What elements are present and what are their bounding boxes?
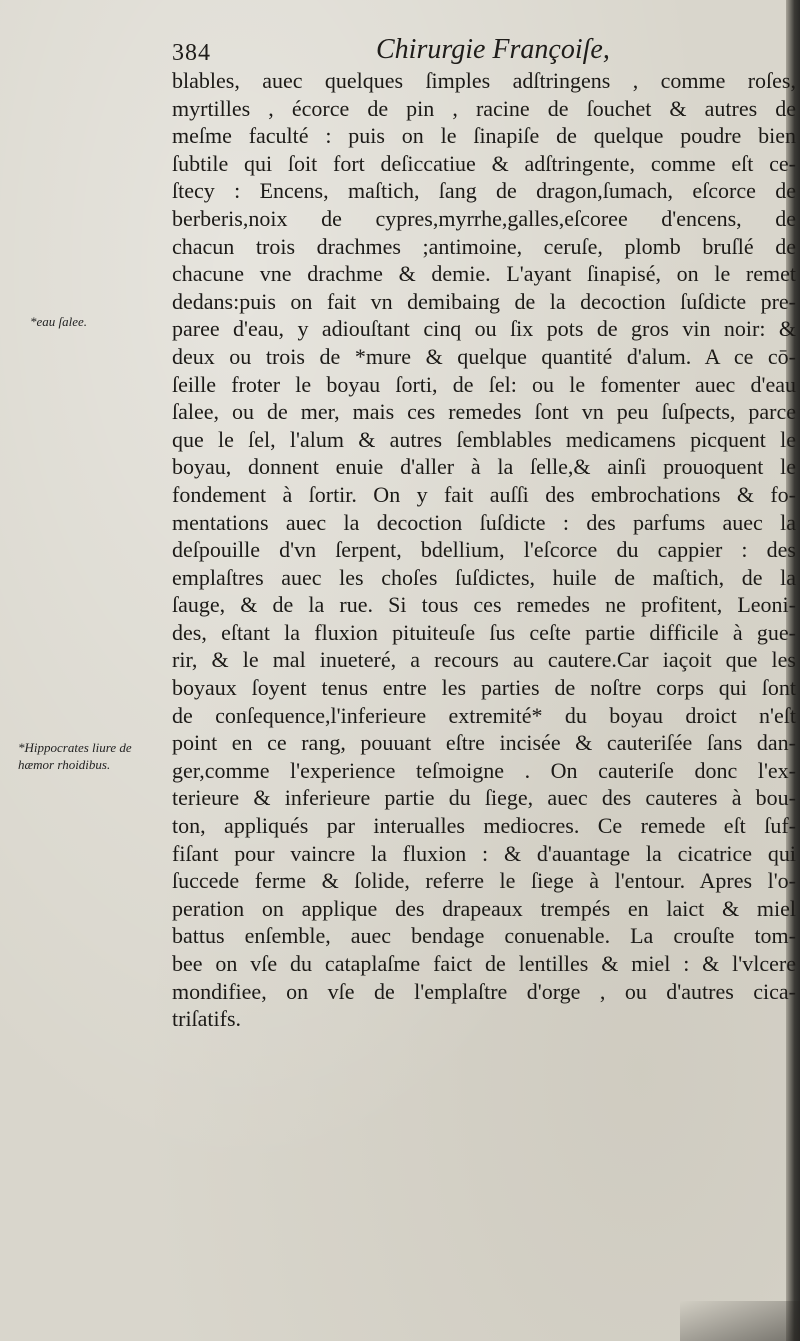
margin-note-hippocrates: *Hippocrates liure de hæmor rhoidibus.: [18, 740, 132, 772]
text-line: mentations auec la decoction ſuſdicte : des parfums auec la: [172, 509, 796, 535]
text-line: ſalee, ou de mer, mais ces remedes ſont vn peu ſuſpects, parce: [172, 399, 796, 425]
text-line: ſubtile qui ſoit fort deſiccatiue & adſtringente, comme eſt ce-: [172, 150, 796, 176]
text-line: peration on applique des drapeaux trempés en laict & miel: [172, 895, 796, 921]
page-number: 384: [172, 40, 211, 66]
page-corner-shadow: [680, 1301, 800, 1341]
text-line: ger,comme l'experience teſmoigne . On cauteriſe donc l'ex-: [172, 757, 796, 783]
text-line: dedans:puis on fait vn demibaing de la decoction ſuſdicte pre-: [172, 288, 796, 314]
text-line: triſatifs.: [172, 1006, 242, 1032]
text-line: des, eſtant la fluxion pituiteuſe ſus ceſte partie difficile à gue-: [172, 619, 796, 645]
text-line: chacun trois drachmes ;antimoine, ceruſe, plomb bruſlé de: [172, 233, 796, 259]
text-line: mondifiee, on vſe de l'emplaſtre d'orge , ou d'autres cica-: [172, 978, 796, 1004]
text-line: que le ſel, l'alum & autres ſemblables medicamens picquent le: [172, 426, 796, 452]
text-line: paree d'eau, y adiouſtant cinq ou ſix pots de gros vin noir: &: [172, 316, 796, 342]
text-line: point en ce rang, pouuant eſtre incisée & cauteriſée ſans dan-: [172, 730, 796, 756]
text-line: boyaux ſoyent tenus entre les parties de noſtre corps qui ſont: [172, 675, 796, 701]
text-line: fiſant pour vaincre la fluxion : & d'auantage la cicatrice qui: [172, 840, 796, 866]
text-line: ſtecy : Encens, maſtich, ſang de dragon,ſumach, eſcorce de: [172, 178, 796, 204]
text-line: terieure & inferieure partie du ſiege, auec des cauteres à bou-: [172, 785, 796, 811]
text-line: emplaſtres auec les choſes ſuſdictes, huile de maſtich, de la: [172, 564, 796, 590]
text-line: meſme faculté : puis on le ſinapiſe de quelque poudre bien: [172, 123, 796, 149]
text-line: deux ou trois de *mure & quelque quantité d'alum. A ce cō-: [172, 343, 796, 369]
text-line: deſpouille d'vn ſerpent, bdellium, l'eſcorce du cappier : des: [172, 537, 796, 563]
running-title: Chirurgie Françoiſe,: [376, 34, 610, 65]
text-line: ſeille froter le boyau ſorti, de ſel: ou le fomenter auec d'eau: [172, 371, 796, 397]
text-line: bee on vſe du cataplaſme faict de lentilles & miel : & l'vlcere: [172, 951, 796, 976]
text-line: de conſequence,l'inferieure extremité* du boyau droict n'eſt: [172, 702, 796, 728]
text-line: fondement à ſortir. On y fait auſſi des embrochations & fo-: [172, 481, 796, 507]
text-line: blables, auec quelques ſimples adſtringens , comme roſes,: [172, 68, 796, 93]
text-line: battus enſemble, auec bendage conuenable. La crouſte tom-: [172, 923, 796, 949]
body-text: [172, 67, 796, 1033]
text-line: ſauge, & de la rue. Si tous ces remedes ne profitent, Leoni-: [172, 592, 796, 618]
text-line: rir, & le mal inueteré, a recours au cautere.Car iaçoit que les: [172, 647, 796, 673]
text-line: boyau, donnent enuie d'aller à la ſelle,& ainſi prouoquent le: [172, 454, 796, 480]
text-line: ſuccede ferme & ſolide, referre le ſiege à l'entour. Apres l'o-: [172, 868, 796, 894]
text-line: berberis,noix de cypres,myrrhe,galles,eſcoree d'encens, de: [172, 205, 796, 231]
text-line: chacune vne drachme & demie. L'ayant ſinapisé, on le remet: [172, 261, 796, 287]
running-head: [172, 34, 772, 70]
text-line: myrtilles , écorce de pin , racine de ſouchet & autres de: [172, 95, 796, 121]
margin-note-eau-salee: *eau ſalee.: [30, 314, 88, 329]
text-line: ton, appliqués par interualles mediocres. Ce remede eſt ſuf-: [172, 813, 796, 839]
